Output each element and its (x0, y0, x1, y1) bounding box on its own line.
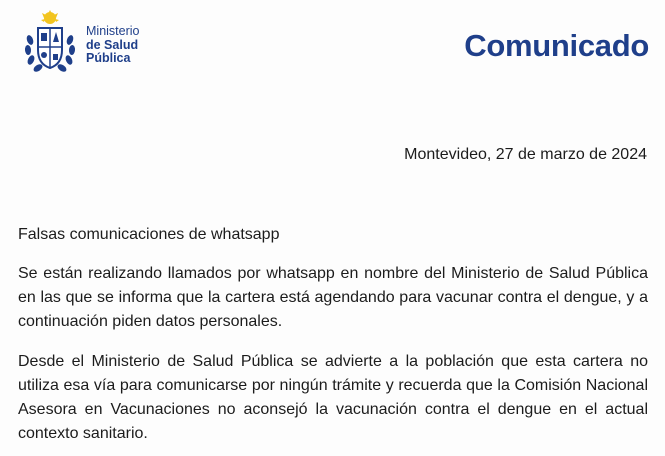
ministry-name-line3: Pública (86, 51, 131, 65)
document-title: Comunicado (464, 28, 649, 63)
ministry-name (86, 25, 140, 66)
paragraph-1: Se están realizando llamados por whatsapp en nombre del Ministerio de Salud Pública en las que se informa que la cartera está agendando para vacunar contra el dengue, y a continuación piden datos personales. (18, 265, 648, 330)
letter-subject: Falsas comunicaciones de whatsapp (18, 226, 280, 243)
letter-date: Montevideo, 27 de marzo de 2024 (404, 146, 647, 163)
ministry-name-line1: Ministerio (86, 24, 140, 38)
paragraph-2: Desde el Ministerio de Salud Pública se advierte a la población que esta cartera no utiliza esa vía para comunicarse por ningún trámite y recuerda que la Comisión Nacional Asesora en Vacunaciones no aconsejó la vacunación contra el dengue en el actual contexto sanitario. (18, 353, 648, 442)
ministry-name-line2: de Salud (86, 37, 139, 52)
letterhead (0, 0, 665, 90)
coat-of-arms-icon (22, 10, 78, 76)
